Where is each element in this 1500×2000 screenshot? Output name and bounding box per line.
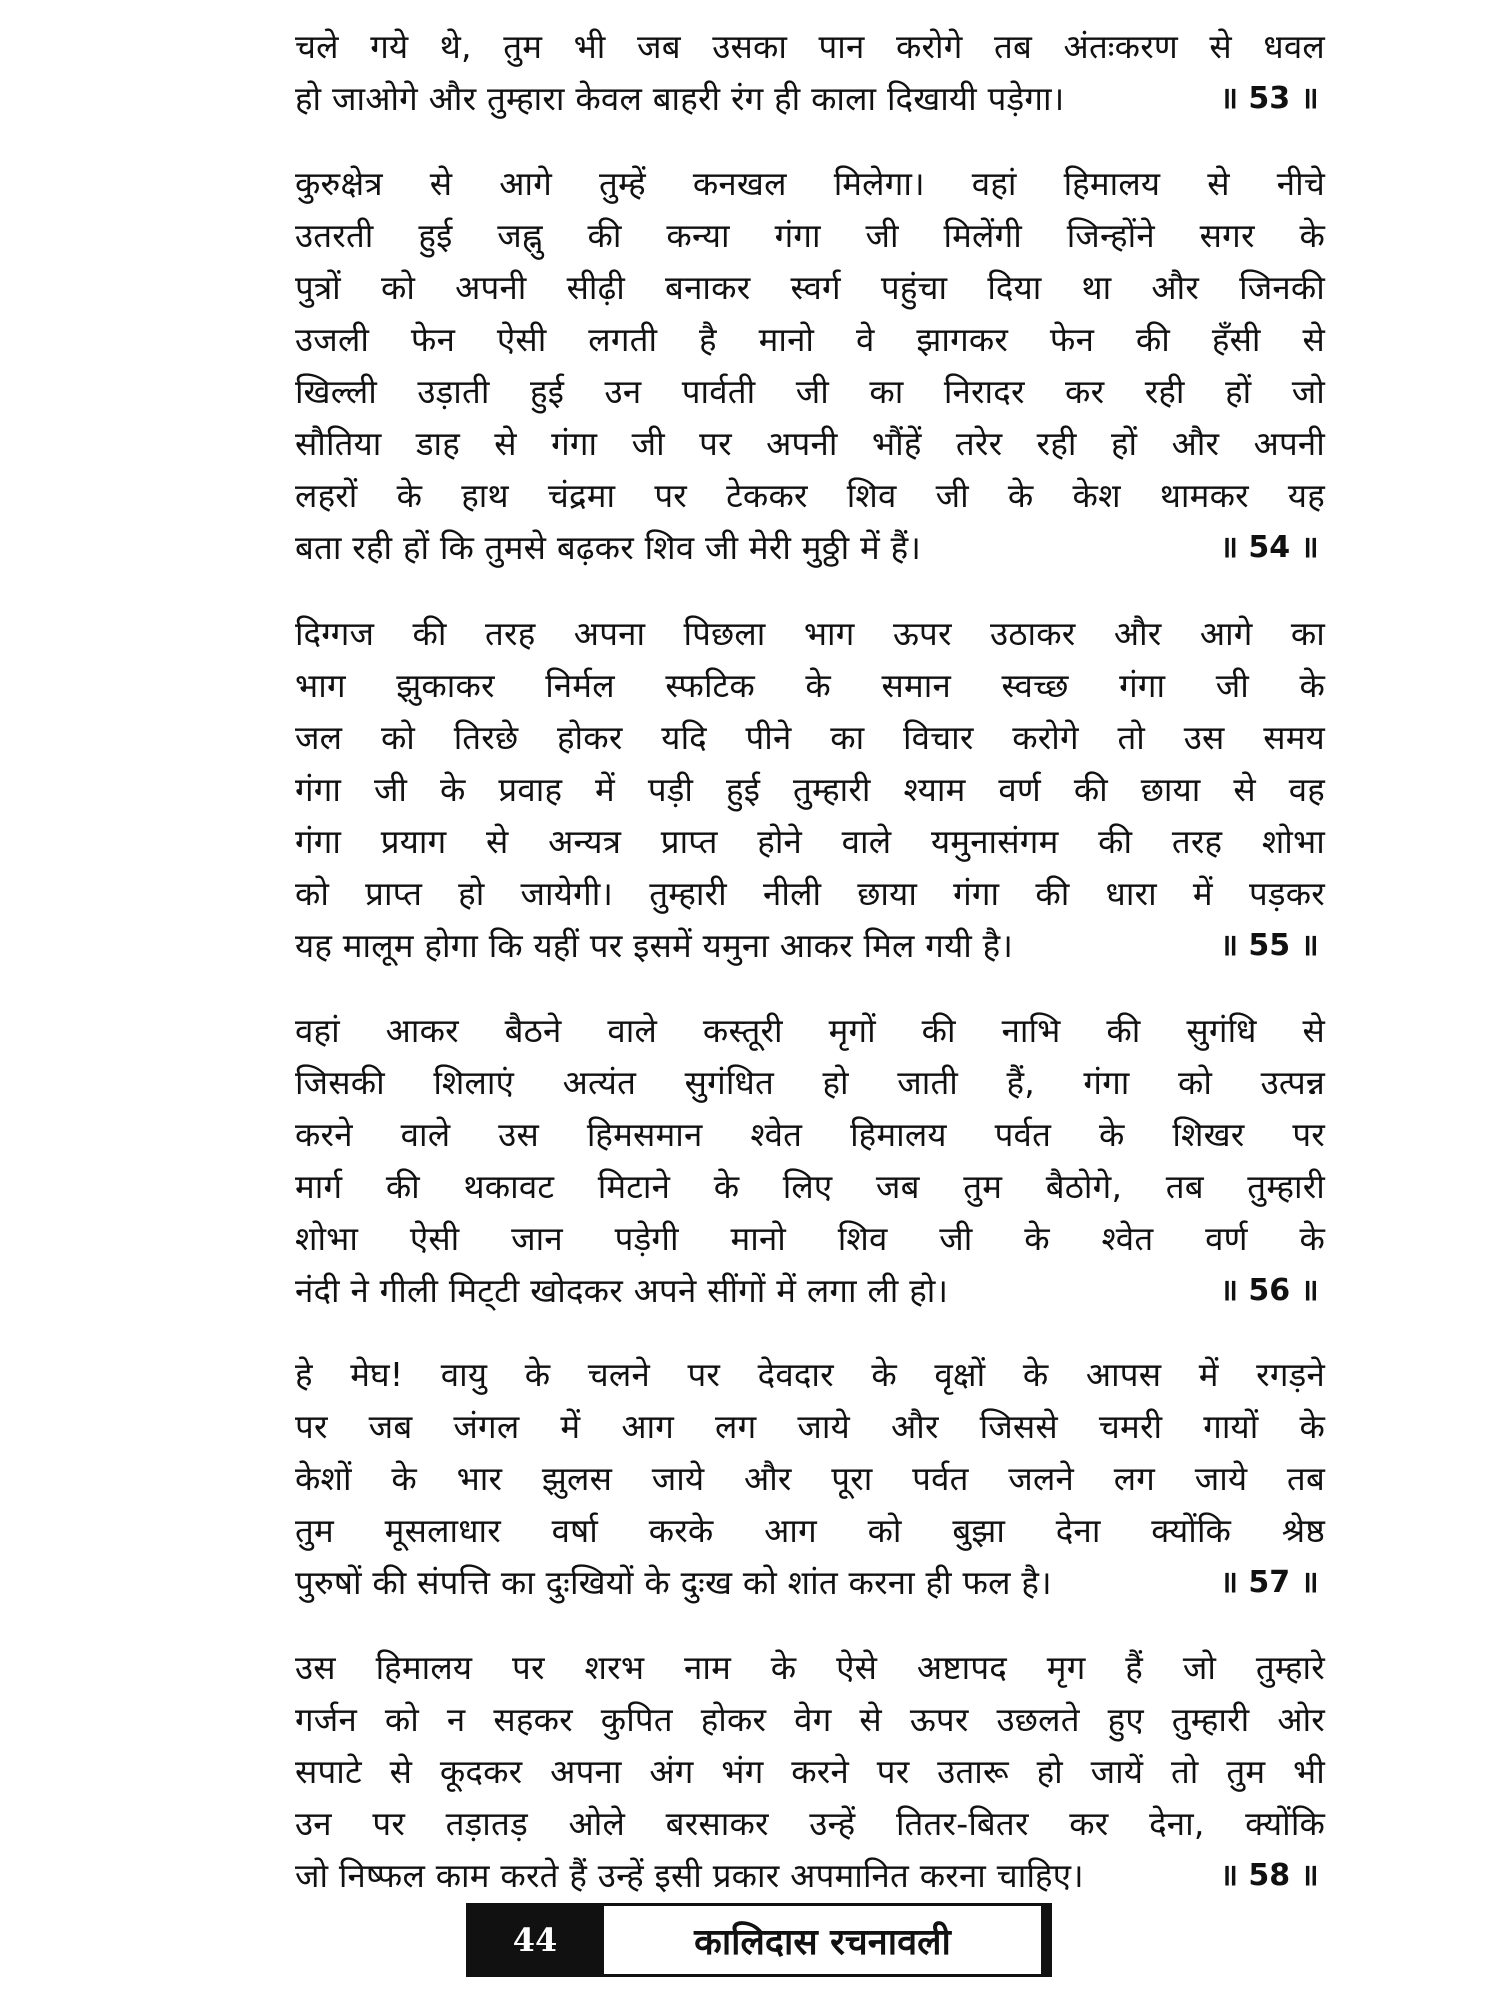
text-line: शोभा ऐसी जान पड़ेगी मानो शिव जी के श्वेत वर्ण के xyxy=(295,1219,1325,1258)
verse-number-55: ॥ 55 ॥ xyxy=(1220,928,1319,963)
text-line: गंगा प्रयाग से अन्यत्र प्राप्त होने वाले यमुनासंगम की तरह शोभा xyxy=(295,822,1325,861)
text-line: यह मालूम होगा कि यहीं पर इसमें यमुना आकर मिल गयी है। xyxy=(295,926,1014,965)
text-line: उन पर तड़ातड़ ओले बरसाकर उन्हें तितर-बितर कर देना, क्योंकि xyxy=(295,1804,1325,1843)
text-line: उतरती हुई जह्नु की कन्या गंगा जी मिलेंगी जिन्होंने सगर के xyxy=(295,216,1325,255)
verse-number-57: ॥ 57 ॥ xyxy=(1220,1565,1319,1600)
text-line: वहां आकर बैठने वाले कस्तूरी मृगों की नाभि की सुगंधि से xyxy=(295,1011,1325,1050)
page-number: 44 xyxy=(469,1906,601,1974)
text-line: सपाटे से कूदकर अपना अंग भंग करने पर उतारू हो जायें तो तुम भी xyxy=(295,1752,1325,1791)
text-line: दिग्गज की तरह अपना पिछला भाग ऊपर उठाकर और आगे का xyxy=(295,614,1325,653)
paragraph-verse-58 xyxy=(295,1642,1325,1902)
text-line: सौतिया डाह से गंगा जी पर अपनी भौंहें तरेर रही हों और अपनी xyxy=(295,424,1325,463)
paragraph-verse-53 xyxy=(295,21,1325,125)
text-line: तुम मूसलाधार वर्षा करके आग को बुझा देना क्योंकि श्रेष्ठ xyxy=(295,1511,1325,1550)
text-line: मार्ग की थकावट मिटाने के लिए जब तुम बैठोगे, तब तुम्हारी xyxy=(295,1167,1325,1206)
verse-number-56: ॥ 56 ॥ xyxy=(1220,1273,1319,1308)
text-line: पुत्रों को अपनी सीढ़ी बनाकर स्वर्ग पहुंचा दिया था और जिनकी xyxy=(295,268,1325,307)
text-line: नंदी ने गीली मिट्‌टी खोदकर अपने सींगों में लगा ली हो। xyxy=(295,1271,949,1310)
text-line: हे मेघ! वायु के चलने पर देवदार के वृक्षों के आपस में रगड़ने xyxy=(295,1355,1325,1394)
paragraph-verse-57 xyxy=(295,1349,1325,1609)
text-line: बता रही हों कि तुमसे बढ़कर शिव जी मेरी मुठ्ठी में हैं। xyxy=(295,528,922,567)
text-line: जल को तिरछे होकर यदि पीने का विचार करोगे तो उस समय xyxy=(295,718,1325,757)
paragraph-verse-56 xyxy=(295,1005,1325,1317)
text-line: भाग झुकाकर निर्मल स्फटिक के समान स्वच्छ गंगा जी के xyxy=(295,666,1325,705)
verse-number-53: ॥ 53 ॥ xyxy=(1220,81,1319,116)
page-footer xyxy=(466,1903,1052,1977)
text-line: को प्राप्त हो जायेगी। तुम्हारी नीली छाया गंगा की धारा में पड़कर xyxy=(295,874,1325,913)
text-line: जो निष्फल काम करते हैं उन्हें इसी प्रकार अपमानित करना चाहिए। xyxy=(295,1856,1084,1895)
text-line: गर्जन को न सहकर कुपित होकर वेग से ऊपर उछलते हुए तुम्हारी ओर xyxy=(295,1700,1325,1739)
text-line: हो जाओगे और तुम्हारा केवल बाहरी रंग ही काला दिखायी पड़ेगा। xyxy=(295,79,1065,118)
text-line: उजली फेन ऐसी लगती है मानो वे झागकर फेन की हँसी से xyxy=(295,320,1325,359)
text-line: लहरों के हाथ चंद्रमा पर टेककर शिव जी के केश थामकर यह xyxy=(295,476,1325,515)
verse-number-54: ॥ 54 ॥ xyxy=(1220,530,1319,565)
paragraph-verse-55 xyxy=(295,608,1325,972)
verse-number-58: ॥ 58 ॥ xyxy=(1220,1858,1319,1893)
book-title: कालिदास रचनावली xyxy=(601,1906,1049,1974)
paragraph-verse-54 xyxy=(295,158,1325,574)
text-line: गंगा जी के प्रवाह में पड़ी हुई तुम्हारी श्याम वर्ण की छाया से वह xyxy=(295,770,1325,809)
text-line: खिल्ली उड़ाती हुई उन पार्वती जी का निरादर कर रही हों जो xyxy=(295,372,1325,411)
text-line: पुरुषों की संपत्ति का दुःखियों के दुःख को शांत करना ही फल है। xyxy=(295,1563,1052,1602)
text-line: जिसकी शिलाएं अत्यंत सुगंधित हो जाती हैं, गंगा को उत्पन्न xyxy=(295,1063,1325,1102)
text-line: पर जब जंगल में आग लग जाये और जिससे चमरी गायों के xyxy=(295,1407,1325,1446)
text-line: केशों के भार झुलस जाये और पूरा पर्वत जलने लग जाये तब xyxy=(295,1459,1325,1498)
text-line: उस हिमालय पर शरभ नाम के ऐसे अष्टापद मृग हैं जो तुम्हारे xyxy=(295,1648,1325,1687)
text-line: करने वाले उस हिमसमान श्वेत हिमालय पर्वत के शिखर पर xyxy=(295,1115,1325,1154)
text-line: कुरुक्षेत्र से आगे तुम्हें कनखल मिलेगा। वहां हिमालय से नीचे xyxy=(295,164,1325,203)
text-line: चले गये थे, तुम भी जब उसका पान करोगे तब अंतःकरण से धवल xyxy=(295,27,1325,66)
